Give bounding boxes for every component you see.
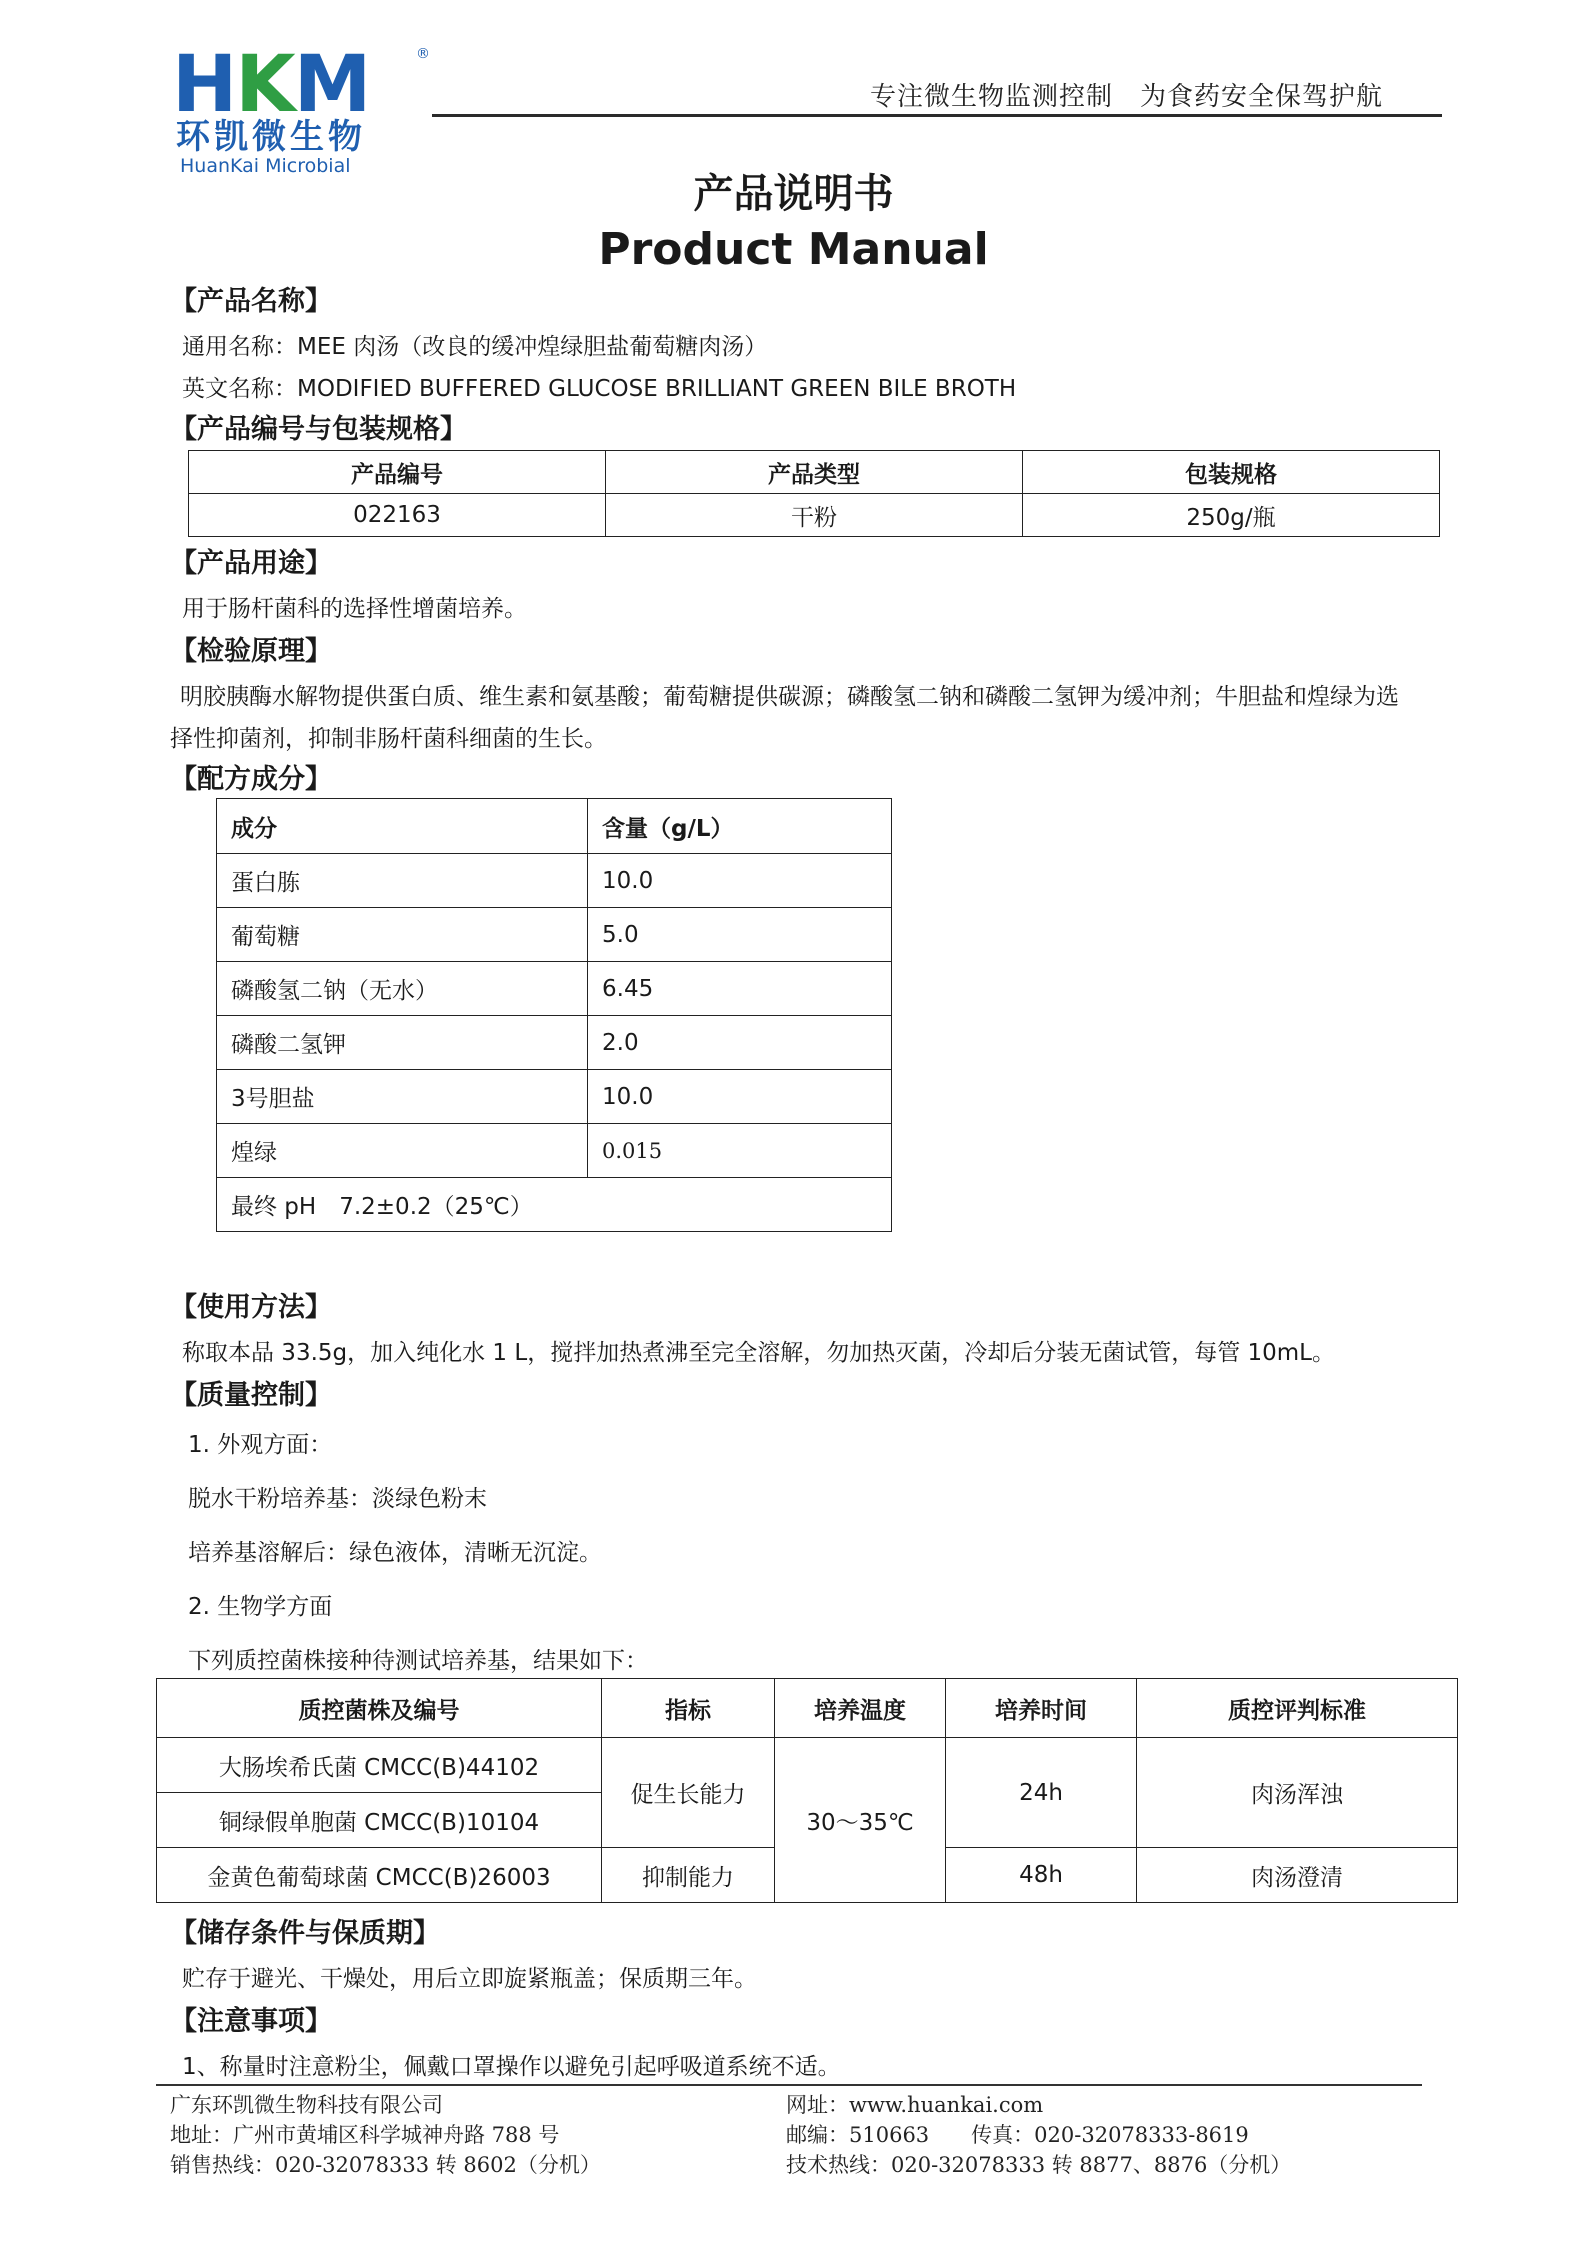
spec-header-type: 产品类型 bbox=[606, 451, 1023, 494]
spec-type: 干粉 bbox=[606, 494, 1023, 537]
section-heading-spec: 【产品编号与包装规格】 bbox=[170, 414, 467, 445]
ingredient-amount: 5.0 bbox=[588, 908, 892, 962]
spec-header-code: 产品编号 bbox=[189, 451, 606, 494]
formula-header-amount: 含量（g/L） bbox=[588, 799, 892, 854]
qc-strain: 铜绿假单胞菌 CMCC(B)10104 bbox=[157, 1793, 602, 1848]
ingredient-name: 葡萄糖 bbox=[217, 908, 588, 962]
registered-mark: ® bbox=[416, 46, 430, 62]
table-row bbox=[189, 451, 1440, 494]
principle-line-1: 明胶胰酶水解物提供蛋白质、维生素和氨基酸；葡萄糖提供碳源；磷酸氢二钠和磷酸二氢钾为缓冲剂；牛胆盐和煌绿为选 bbox=[180, 684, 1399, 710]
company-logo bbox=[172, 40, 442, 177]
storage-text: 贮存于避光、干燥处，用后立即旋紧瓶盖；保质期三年。 bbox=[182, 1966, 757, 1992]
qc-temperature: 30～35℃ bbox=[775, 1738, 946, 1903]
footer-divider bbox=[156, 2084, 1422, 2086]
english-name: 英文名称：MODIFIED BUFFERED GLUCOSE BRILLIANT GREEN BILE BROTH bbox=[182, 376, 1017, 402]
ingredient-name: 3号胆盐 bbox=[217, 1070, 588, 1124]
section-heading-usage: 【使用方法】 bbox=[170, 1292, 332, 1323]
ingredient-amount: 2.0 bbox=[588, 1016, 892, 1070]
table-row bbox=[217, 1016, 892, 1070]
section-heading-notes: 【注意事项】 bbox=[170, 2006, 332, 2037]
slogan: 专注微生物监测控制 为食药安全保驾护航 bbox=[870, 82, 1384, 112]
use-text: 用于肠杆菌科的选择性增菌培养。 bbox=[182, 596, 527, 622]
table-row bbox=[217, 1178, 892, 1232]
table-row bbox=[189, 494, 1440, 537]
table-row bbox=[217, 962, 892, 1016]
spec-package: 250g/瓶 bbox=[1023, 494, 1440, 537]
footer-tech-hotline: 技术热线：020-32078333 转 8877、8876（分机） bbox=[786, 2153, 1292, 2177]
logo-letter-k: K bbox=[235, 40, 294, 130]
section-heading-formula: 【配方成分】 bbox=[170, 764, 332, 795]
formula-table bbox=[216, 798, 892, 1232]
title-chinese: 产品说明书 bbox=[693, 171, 894, 217]
table-row bbox=[217, 1124, 892, 1178]
qc-header-strain: 质控菌株及编号 bbox=[157, 1679, 602, 1738]
principle-line-2: 择性抑菌剂，抑制非肠杆菌科细菌的生长。 bbox=[170, 726, 607, 752]
qc-header-temp: 培养温度 bbox=[775, 1679, 946, 1738]
ingredient-amount: 6.45 bbox=[588, 962, 892, 1016]
logo-english-name: HuanKai Microbial bbox=[180, 155, 351, 177]
footer-sales-hotline: 销售热线：020-32078333 转 8602（分机） bbox=[170, 2153, 601, 2177]
spec-table bbox=[188, 450, 1440, 537]
qc-time: 48h bbox=[946, 1848, 1137, 1903]
section-heading-use: 【产品用途】 bbox=[170, 548, 332, 579]
qc-item-biological: 2. 生物学方面 bbox=[188, 1594, 333, 1620]
logo-letter-m: M bbox=[293, 40, 370, 130]
notes-text: 1、称量时注意粉尘，佩戴口罩操作以避免引起呼吸道系统不适。 bbox=[182, 2054, 841, 2080]
table-row bbox=[217, 1070, 892, 1124]
logo-letter-h: H bbox=[172, 40, 236, 130]
ingredient-amount: 0.015 bbox=[588, 1124, 892, 1178]
ingredient-name: 磷酸氢二钠（无水） bbox=[217, 962, 588, 1016]
spec-header-package: 包装规格 bbox=[1023, 451, 1440, 494]
logo-chinese-name: 环凯微生物 bbox=[176, 117, 366, 157]
ingredient-amount: 10.0 bbox=[588, 1070, 892, 1124]
qc-criteria: 肉汤澄清 bbox=[1137, 1848, 1458, 1903]
table-row bbox=[157, 1738, 1458, 1793]
ingredient-amount: 10.0 bbox=[588, 854, 892, 908]
common-name: 通用名称：MEE 肉汤（改良的缓冲煌绿胆盐葡萄糖肉汤） bbox=[182, 334, 768, 360]
section-heading-product-name: 【产品名称】 bbox=[170, 286, 332, 317]
footer-website: 网址：www.huankai.com bbox=[786, 2093, 1044, 2117]
qc-header-criteria: 质控评判标准 bbox=[1137, 1679, 1458, 1738]
footer-company: 广东环凯微生物科技有限公司 bbox=[170, 2093, 443, 2117]
qc-strain: 大肠埃希氏菌 CMCC(B)44102 bbox=[157, 1738, 602, 1793]
logo-mark bbox=[172, 40, 370, 130]
qc-header-index: 指标 bbox=[602, 1679, 775, 1738]
table-row bbox=[217, 854, 892, 908]
qc-time: 24h bbox=[946, 1738, 1137, 1848]
table-row bbox=[217, 908, 892, 962]
qc-table bbox=[156, 1678, 1458, 1903]
spec-code: 022163 bbox=[189, 494, 606, 537]
qc-dissolved: 培养基溶解后：绿色液体，清晰无沉淀。 bbox=[188, 1540, 602, 1566]
section-heading-storage: 【储存条件与保质期】 bbox=[170, 1918, 440, 1949]
table-row bbox=[217, 799, 892, 854]
qc-strain: 金黄色葡萄球菌 CMCC(B)26003 bbox=[157, 1848, 602, 1903]
qc-intro: 下列质控菌株接种待测试培养基，结果如下： bbox=[188, 1648, 648, 1674]
ingredient-name: 蛋白胨 bbox=[217, 854, 588, 908]
footer-address: 地址：广州市黄埔区科学城神舟路 788 号 bbox=[170, 2123, 560, 2147]
qc-dry-powder: 脱水干粉培养基：淡绿色粉末 bbox=[188, 1486, 487, 1512]
header-divider bbox=[432, 114, 1442, 117]
ingredient-name: 磷酸二氢钾 bbox=[217, 1016, 588, 1070]
title-english: Product Manual bbox=[598, 224, 989, 275]
section-heading-qc: 【质量控制】 bbox=[170, 1380, 332, 1411]
section-heading-principle: 【检验原理】 bbox=[170, 636, 332, 667]
final-ph: 最终 pH 7.2±0.2（25℃） bbox=[217, 1178, 892, 1232]
formula-header-ingredient: 成分 bbox=[217, 799, 588, 854]
qc-index: 抑制能力 bbox=[602, 1848, 775, 1903]
qc-index: 促生长能力 bbox=[602, 1738, 775, 1848]
qc-criteria: 肉汤浑浊 bbox=[1137, 1738, 1458, 1848]
usage-text: 称取本品 33.5g，加入纯化水 1 L，搅拌加热煮沸至完全溶解，勿加热灭菌，冷却后分装无菌试管，每管 10mL。 bbox=[182, 1340, 1335, 1366]
table-row bbox=[157, 1679, 1458, 1738]
footer-postcode-fax: 邮编：510663 传真：020-32078333-8619 bbox=[786, 2123, 1249, 2147]
ingredient-name: 煌绿 bbox=[217, 1124, 588, 1178]
qc-header-time: 培养时间 bbox=[946, 1679, 1137, 1738]
qc-item-appearance: 1. 外观方面： bbox=[188, 1432, 333, 1458]
